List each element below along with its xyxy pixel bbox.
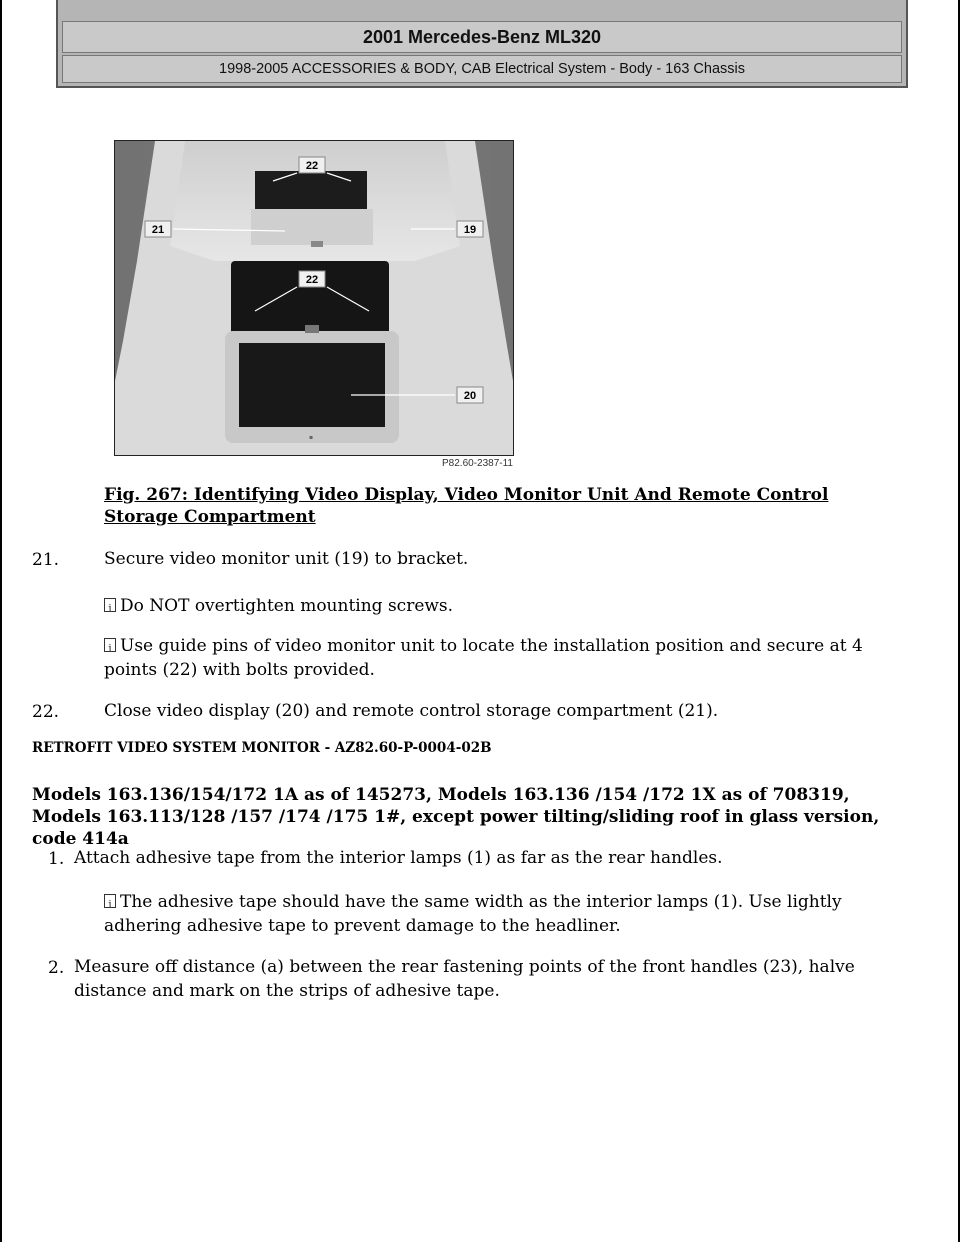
header-subtitle-box bbox=[62, 55, 902, 83]
step-number: 22. bbox=[32, 702, 60, 722]
figure-illustration bbox=[115, 141, 513, 455]
step-number: 1. bbox=[48, 849, 65, 869]
note bbox=[104, 634, 904, 682]
callout-21: 21 bbox=[151, 224, 165, 236]
models-heading: Models 163.136/154/172 1A as of 145273, Models 163.136 /154 /172 1X as of 708319, Models 163.113/128 /157 /174 /175 1#, except power tilting/sliding roof in glass version, code 414a bbox=[32, 785, 880, 849]
note bbox=[104, 890, 904, 938]
document-header bbox=[56, 0, 908, 88]
callout-22-bottom: 22 bbox=[305, 274, 319, 286]
figure-photo bbox=[114, 140, 514, 456]
section-heading: RETROFIT VIDEO SYSTEM MONITOR - AZ82.60-P-0004-02B bbox=[32, 740, 492, 756]
header-title-box bbox=[62, 21, 902, 53]
note-icon bbox=[104, 598, 116, 612]
page-left-border bbox=[0, 0, 2, 1242]
callout-20: 20 bbox=[463, 390, 477, 402]
step-number: 21. bbox=[32, 550, 60, 570]
note-text: Use guide pins of video monitor unit to locate the installation position and secure at 4 points (22) with bolts provided. bbox=[104, 636, 863, 680]
callout-22-top: 22 bbox=[305, 160, 319, 172]
figure-caption: Fig. 267: Identifying Video Display, Video Monitor Unit And Remote Control Storage Compartment bbox=[104, 485, 829, 527]
step-text: Attach adhesive tape from the interior lamps (1) as far as the rear handles. bbox=[74, 848, 723, 868]
header-subtitle: 1998-2005 ACCESSORIES & BODY, CAB Electrical System - Body - 163 Chassis bbox=[219, 61, 745, 77]
note bbox=[104, 594, 904, 618]
step-text: Measure off distance (a) between the rear fastening points of the front handles (23), halve distance and mark on the strips of adhesive tape. bbox=[74, 957, 855, 1001]
callout-19: 19 bbox=[463, 224, 477, 236]
step-text: Close video display (20) and remote control storage compartment (21). bbox=[104, 701, 719, 721]
figure-code: P82.60-2387-11 bbox=[442, 458, 513, 469]
step-number: 2. bbox=[48, 958, 65, 978]
note-text: The adhesive tape should have the same width as the interior lamps (1). Use lightly adhering adhesive tape to prevent damage to the headliner. bbox=[104, 892, 842, 936]
step-text: Secure video monitor unit (19) to bracket. bbox=[104, 549, 469, 569]
note-text: Do NOT overtighten mounting screws. bbox=[120, 596, 454, 616]
header-title: 2001 Mercedes-Benz ML320 bbox=[362, 26, 602, 47]
compartment-lid bbox=[251, 209, 373, 245]
note-icon bbox=[104, 894, 116, 908]
video-display-screen bbox=[239, 343, 385, 427]
note-icon bbox=[104, 638, 116, 652]
svg-text:▪: ▪ bbox=[308, 434, 314, 441]
